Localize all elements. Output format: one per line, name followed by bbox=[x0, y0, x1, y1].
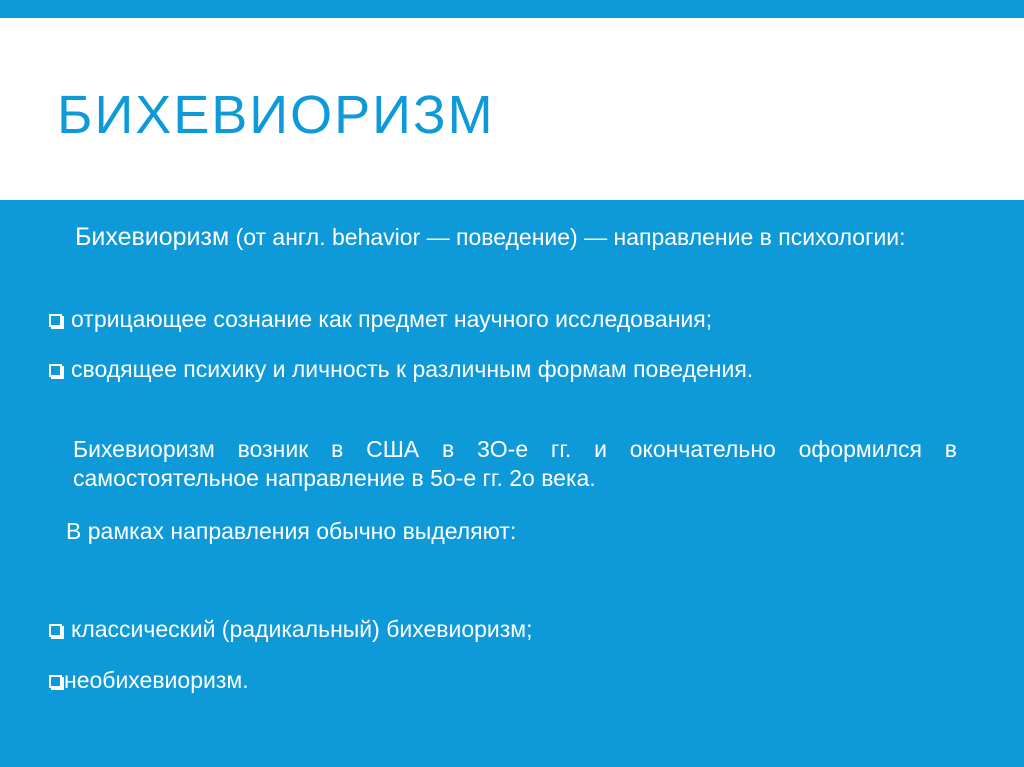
intro-rest: (от англ. behavior — поведение) — направление в психологии: bbox=[229, 224, 906, 250]
intro-term: Бихевиоризм bbox=[75, 223, 230, 251]
history-paragraph: Бихевиоризм возник в США в 3О-е гг. и окончательно оформился в самостоятельное направление в 5о-е гг. 2о века. bbox=[73, 436, 957, 491]
bullet-text: сводящее психику и личность к различным формам поведения. bbox=[71, 356, 754, 382]
checkbox-icon bbox=[49, 675, 62, 688]
frame-intro: В рамках направления обычно выделяют: bbox=[66, 518, 517, 544]
bullet-text: отрицающее сознание как предмет научного исследования; bbox=[71, 306, 713, 332]
intro-paragraph bbox=[75, 223, 957, 252]
bullet-text: классический (радикальный) бихевиоризм; bbox=[71, 616, 533, 642]
bullet-item-1 bbox=[49, 305, 957, 334]
checkbox-icon bbox=[49, 314, 62, 327]
slide-title: БИХЕВИОРИЗМ bbox=[57, 85, 495, 145]
title-band bbox=[0, 18, 1024, 200]
checkbox-icon bbox=[49, 364, 62, 377]
bullet-item-2 bbox=[49, 355, 957, 384]
bullet-item-4 bbox=[49, 666, 957, 695]
bullet-text: необихевиоризм. bbox=[64, 667, 249, 693]
bullet-item-3 bbox=[49, 615, 957, 644]
checkbox-icon bbox=[49, 624, 62, 637]
top-accent-bar bbox=[0, 0, 1024, 18]
